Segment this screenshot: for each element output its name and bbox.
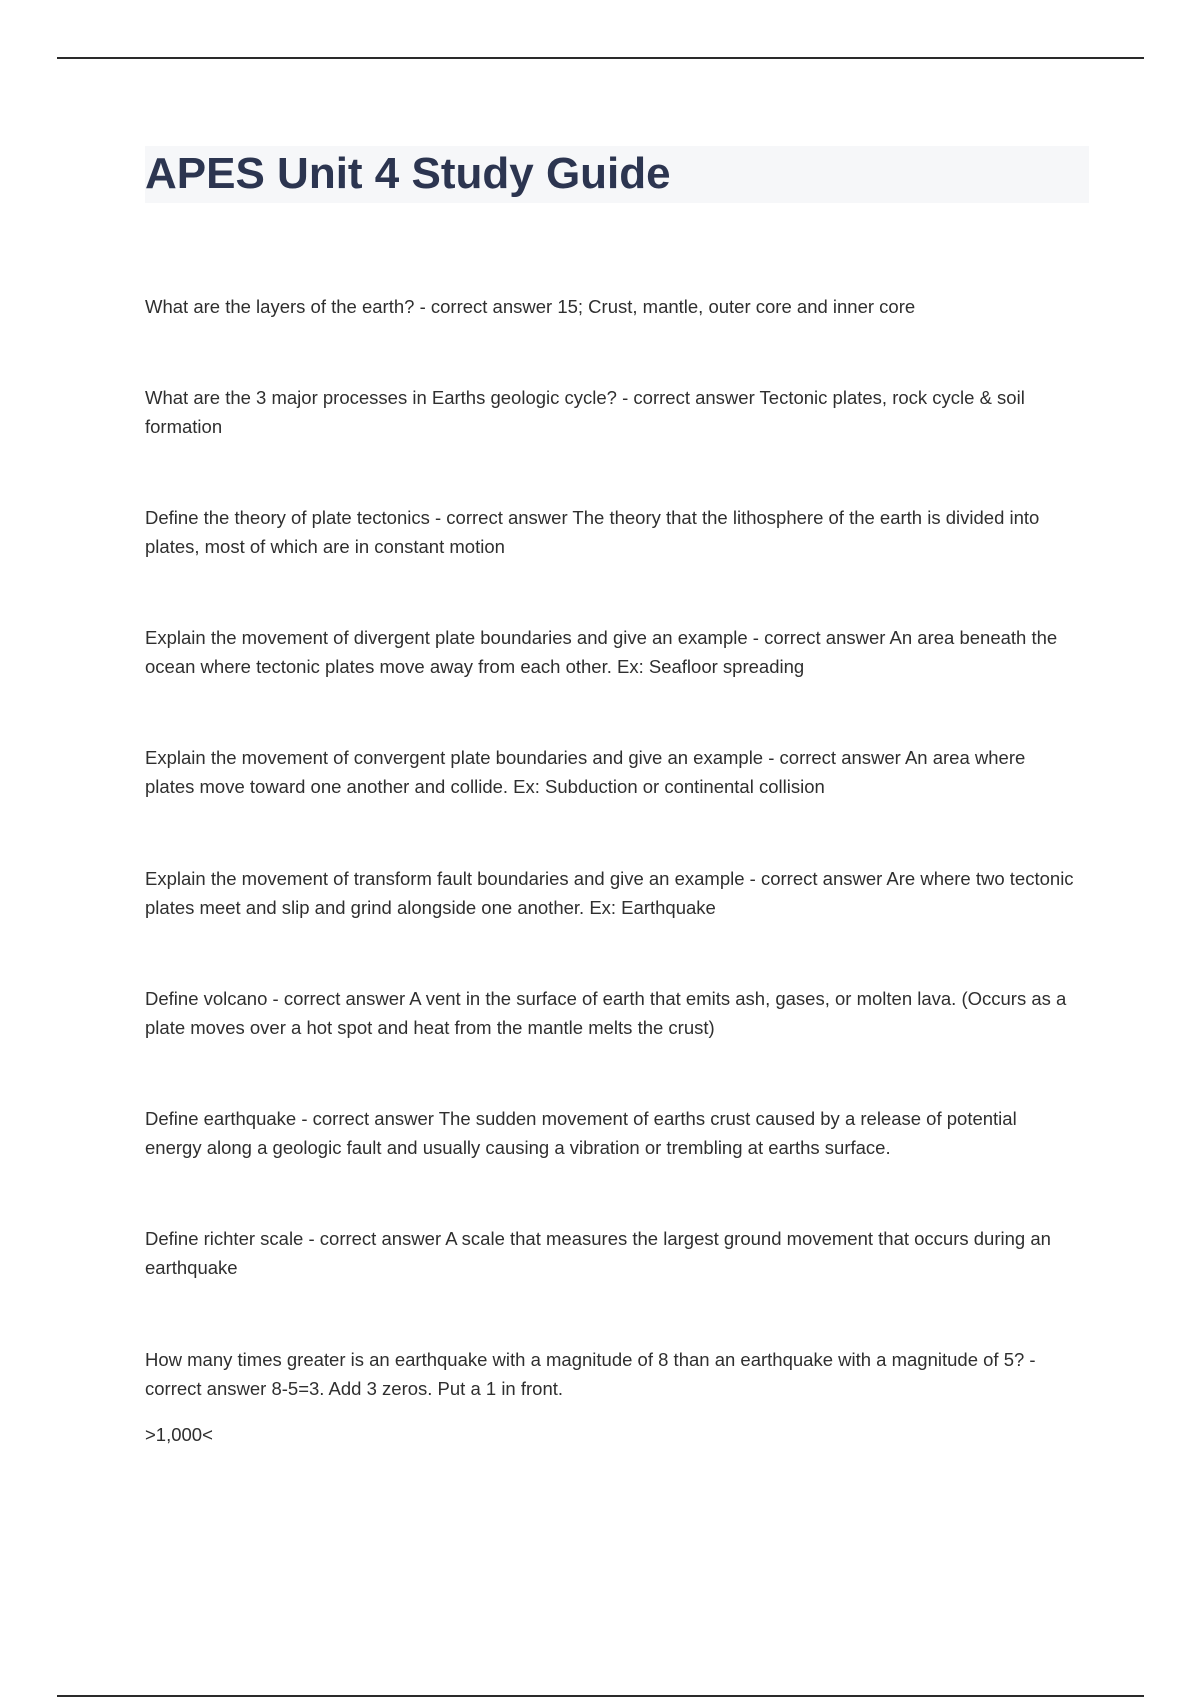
bottom-rule: [57, 1695, 1144, 1697]
qa-item-7: Define volcano - correct answer A vent in the surface of earth that emits ash, gases, or molten lava. (Occurs as a plate moves over a hot spot and heat from the mantle melts the crust): [145, 988, 1067, 1038]
qa-item-9: Define richter scale - correct answer A scale that measures the largest ground movement that occurs during an earthquake: [145, 1228, 1051, 1278]
qa-item-4: Explain the movement of divergent plate boundaries and give an example - correct answer An area beneath the ocean where tectonic plates move away from each other. Ex: Seafloor spreading: [145, 627, 1058, 677]
qa-item-2: What are the 3 major processes in Earths geologic cycle? - correct answer Tectonic plates, rock cycle & soil formation: [145, 387, 1025, 437]
qa-item-3: Define the theory of plate tectonics - correct answer The theory that the lithosphere of the earth is divided into plates, most of which are in constant motion: [145, 507, 1040, 557]
page-title: APES Unit 4 Study Guide: [145, 149, 671, 198]
qa-item-10-answer-value: >1,000<: [145, 1424, 213, 1445]
title-banner: [145, 146, 1089, 203]
qa-item-6: Explain the movement of transform fault boundaries and give an example - correct answer Are where two tectonic plates meet and slip and grind alongside one another. Ex: Earthquake: [145, 868, 1074, 918]
qa-item-8: Define earthquake - correct answer The sudden movement of earths crust caused by a release of potential energy along a geologic fault and usually causing a vibration or trembling at earths surface.: [145, 1108, 1017, 1158]
qa-item-10: How many times greater is an earthquake with a magnitude of 8 than an earthquake with a magnitude of 5? - correct answer 8-5=3. Add 3 zeros. Put a 1 in front.: [145, 1349, 1036, 1399]
top-rule: [57, 57, 1144, 59]
qa-item-5: Explain the movement of convergent plate boundaries and give an example - correct answer An area where plates move toward one another and collide. Ex: Subduction or continental collision: [145, 747, 1026, 797]
qa-item-1: What are the layers of the earth? - correct answer 15; Crust, mantle, outer core and inner core: [145, 296, 916, 317]
